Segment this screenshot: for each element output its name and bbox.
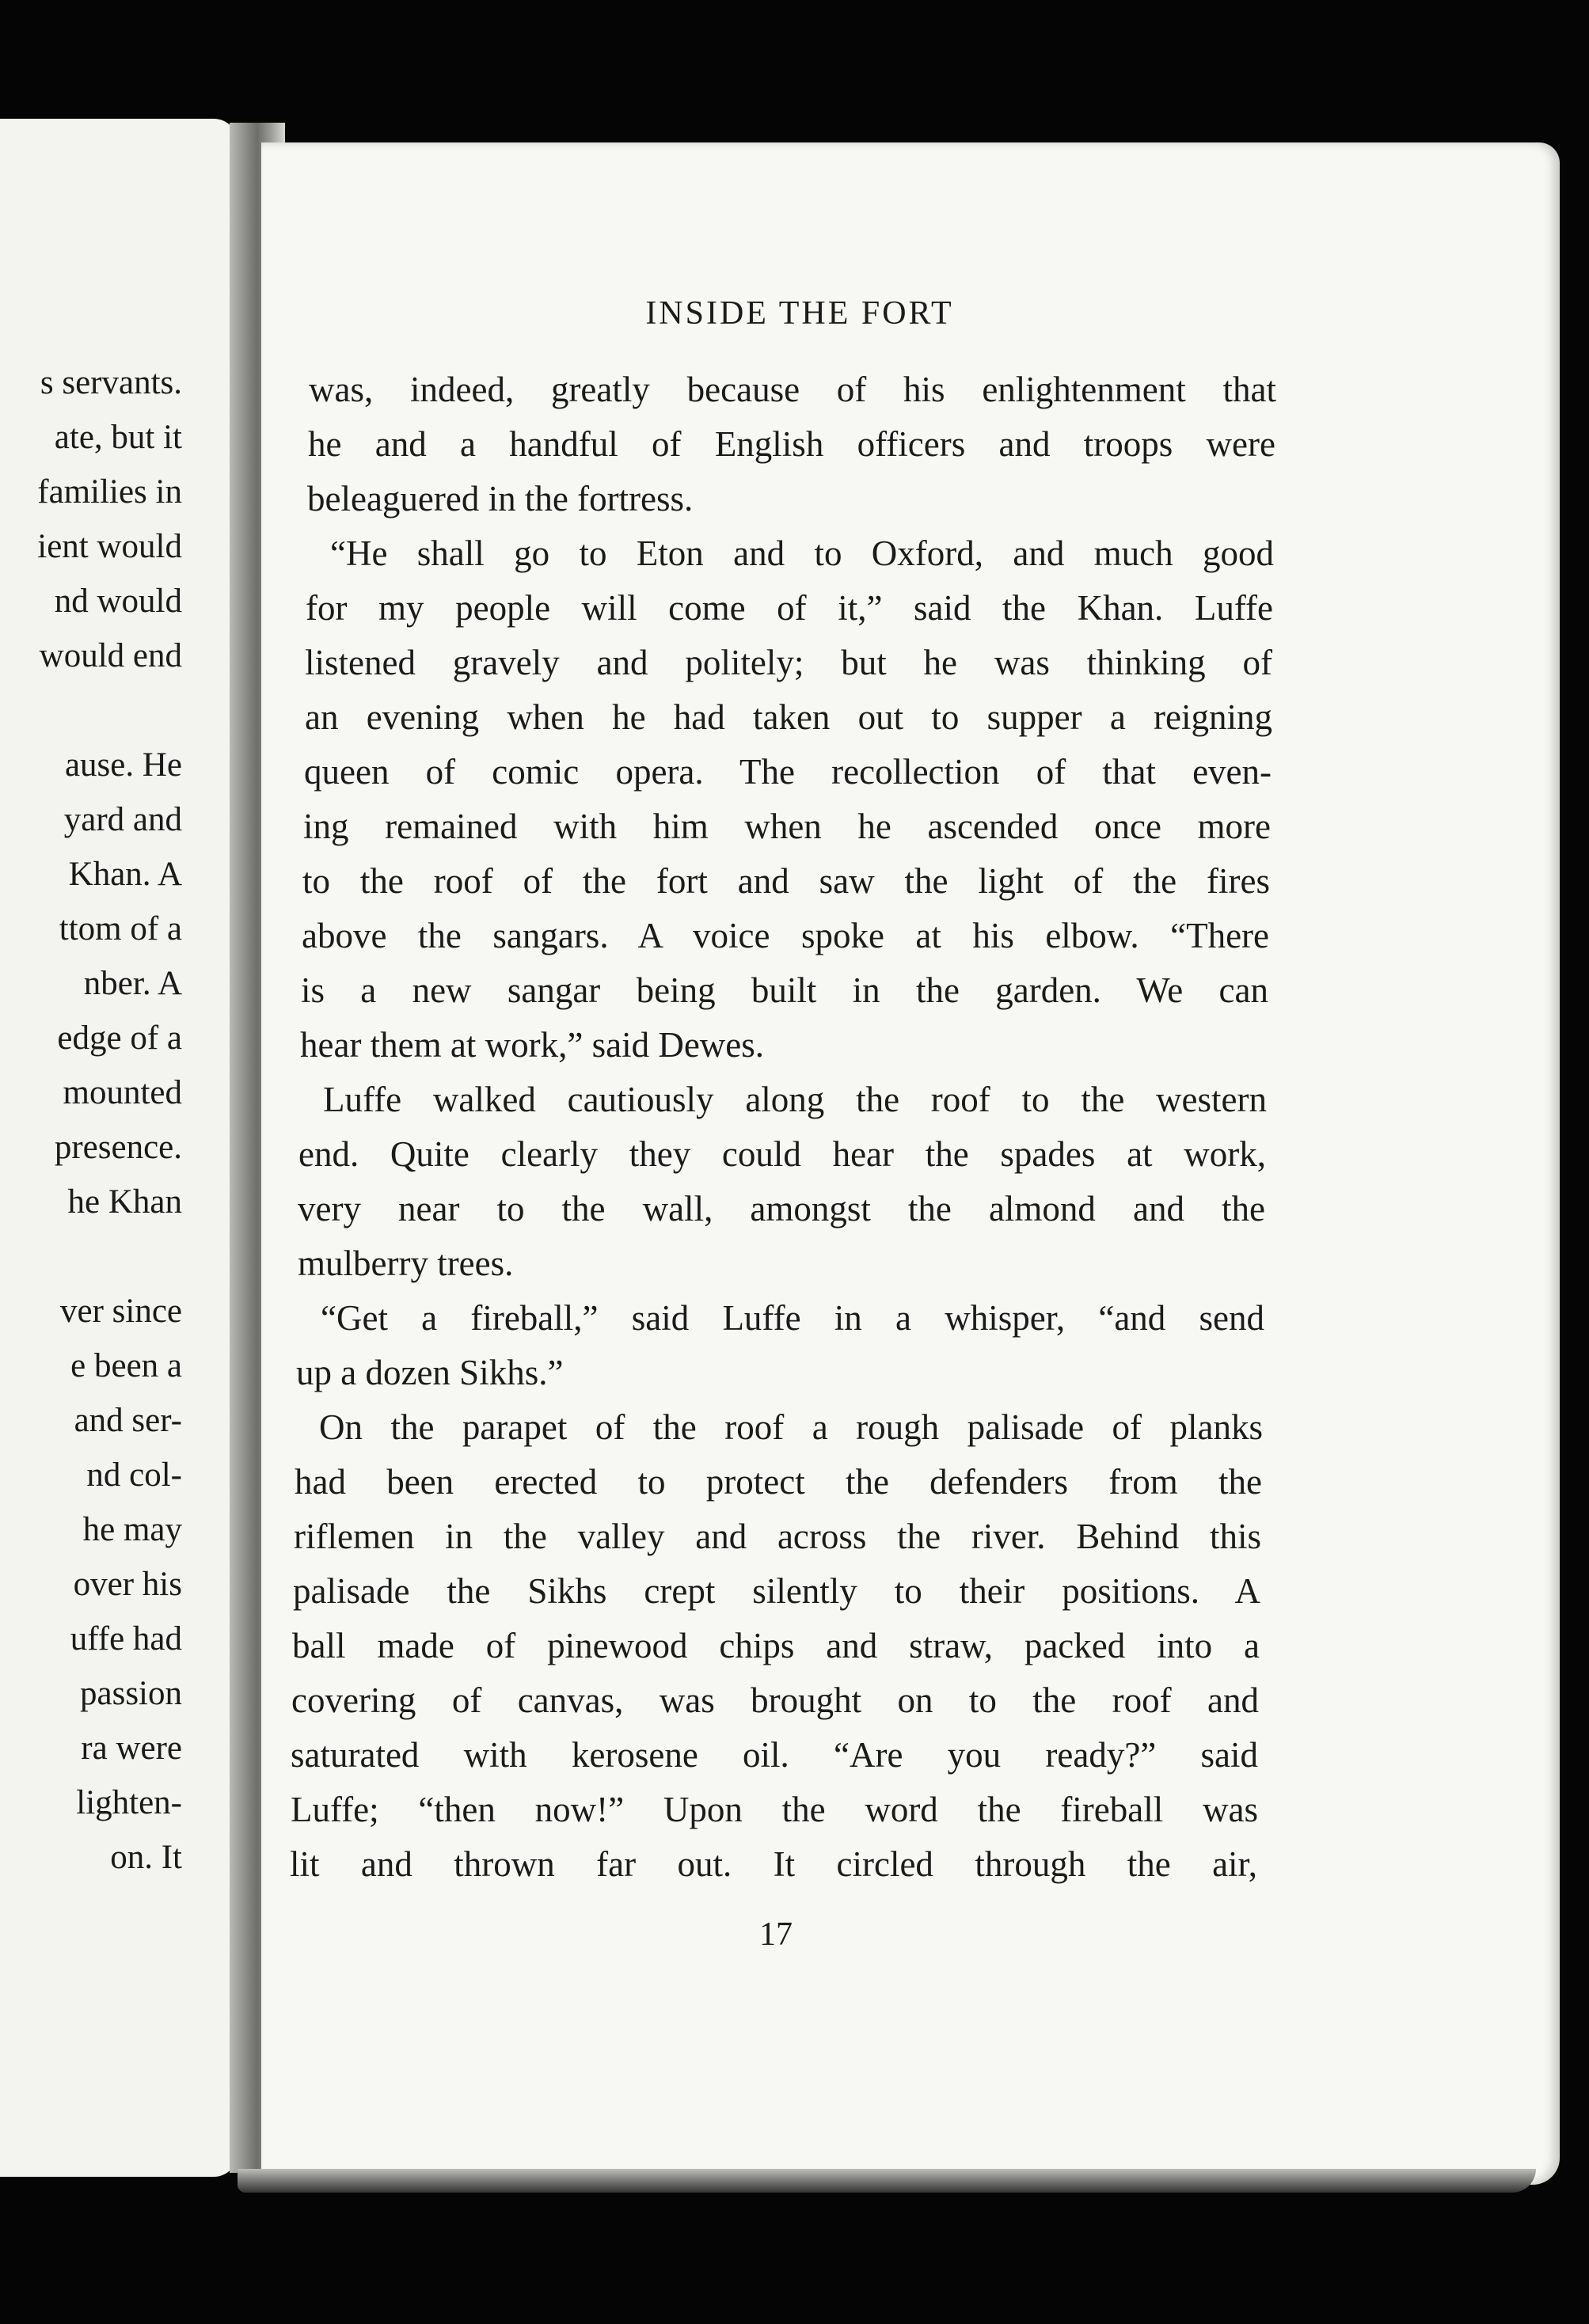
left-page-line: ause. He bbox=[64, 746, 182, 784]
text-line: is a new sangar being built in the garden. We can bbox=[301, 970, 1268, 1010]
text-line: had been erected to protect the defenders from the bbox=[295, 1462, 1262, 1502]
left-page-line: he may bbox=[82, 1511, 182, 1548]
left-page-line: s servants. bbox=[40, 364, 182, 401]
left-page-line: ttom of a bbox=[59, 910, 182, 947]
text-line: covering of canvas, was brought on to the roof and bbox=[291, 1680, 1259, 1720]
left-page-line: presence. bbox=[54, 1129, 182, 1166]
left-page-line: on. It bbox=[110, 1839, 182, 1876]
text-line: hear them at work,” said Dewes. bbox=[300, 1025, 765, 1065]
text-line: “Get a fireball,” said Luffe in a whisper, “and send bbox=[321, 1298, 1264, 1338]
left-page-line: would end bbox=[39, 637, 182, 674]
text-line: lit and thrown far out. It circled through the air, bbox=[290, 1844, 1257, 1884]
text-line: for my people will come of it,” said the Khan. Luffe bbox=[306, 588, 1273, 628]
left-page-line: ient would bbox=[37, 528, 182, 565]
text-line: Luffe; “then now!” Upon the word the fireball was bbox=[291, 1790, 1258, 1829]
text-line: riflemen in the valley and across the river. Behind this bbox=[294, 1517, 1261, 1556]
text-line: “He shall go to Eton and to Oxford, and much good bbox=[330, 534, 1274, 573]
text-line: palisade the Sikhs crept silently to their positions. A bbox=[293, 1571, 1260, 1611]
left-page bbox=[0, 119, 238, 2177]
left-page-line: and ser- bbox=[74, 1402, 182, 1439]
text-line: saturated with kerosene oil. “Are you ready?” said bbox=[291, 1735, 1258, 1775]
left-page-line: yard and bbox=[63, 801, 182, 838]
text-line: up a dozen Sikhs.” bbox=[296, 1353, 564, 1392]
text-line: listened gravely and politely; but he was thinking of bbox=[305, 643, 1272, 682]
left-page-line: nber. A bbox=[83, 965, 182, 1002]
left-page-line: ra were bbox=[81, 1730, 182, 1767]
text-line: he and a handful of English officers and troops were bbox=[308, 424, 1275, 464]
page-edge-shadow bbox=[238, 2169, 1536, 2193]
left-page-line: nd would bbox=[54, 583, 182, 620]
left-page-line: edge of a bbox=[57, 1020, 182, 1057]
text-line: ball made of pinewood chips and straw, packed into a bbox=[292, 1626, 1260, 1665]
text-line: mulberry trees. bbox=[298, 1244, 514, 1283]
text-line: On the parapet of the roof a rough palisade of planks bbox=[319, 1407, 1263, 1447]
left-page-line: ver since bbox=[59, 1293, 182, 1330]
text-line: beleaguered in the fortress. bbox=[307, 479, 694, 518]
left-page-line: passion bbox=[80, 1675, 182, 1712]
running-head: INSIDE THE FORT bbox=[645, 295, 954, 332]
text-line: above the sangars. A voice spoke at his elbow. “There bbox=[302, 916, 1269, 955]
left-page-line: uffe had bbox=[70, 1620, 182, 1658]
text-line: very near to the wall, amongst the almond and the bbox=[298, 1189, 1265, 1228]
text-line: to the roof of the fort and saw the light of the fires bbox=[302, 861, 1270, 901]
text-line: Luffe walked cautiously along the roof to the western bbox=[323, 1080, 1267, 1119]
left-page-line: mounted bbox=[63, 1074, 182, 1111]
text-line: an evening when he had taken out to supper a reigning bbox=[305, 697, 1272, 737]
left-page-line: families in bbox=[37, 473, 182, 511]
left-page-line: he Khan bbox=[67, 1183, 182, 1221]
text-line: was, indeed, greatly because of his enlightenment that bbox=[309, 370, 1276, 409]
text-line: queen of comic opera. The recollection of that even- bbox=[304, 752, 1272, 792]
text-line: end. Quite clearly they could hear the spades at work, bbox=[298, 1134, 1266, 1174]
left-page-line: ate, but it bbox=[54, 419, 182, 456]
left-page-line: e been a bbox=[70, 1347, 182, 1384]
page-number: 17 bbox=[759, 1916, 793, 1953]
text-line: ing remained with him when he ascended once more bbox=[303, 807, 1271, 846]
left-page-line: over his bbox=[73, 1566, 182, 1603]
left-page-line: nd col- bbox=[86, 1456, 182, 1494]
left-page-line: lighten- bbox=[76, 1784, 182, 1821]
left-page-line: Khan. A bbox=[68, 856, 182, 893]
